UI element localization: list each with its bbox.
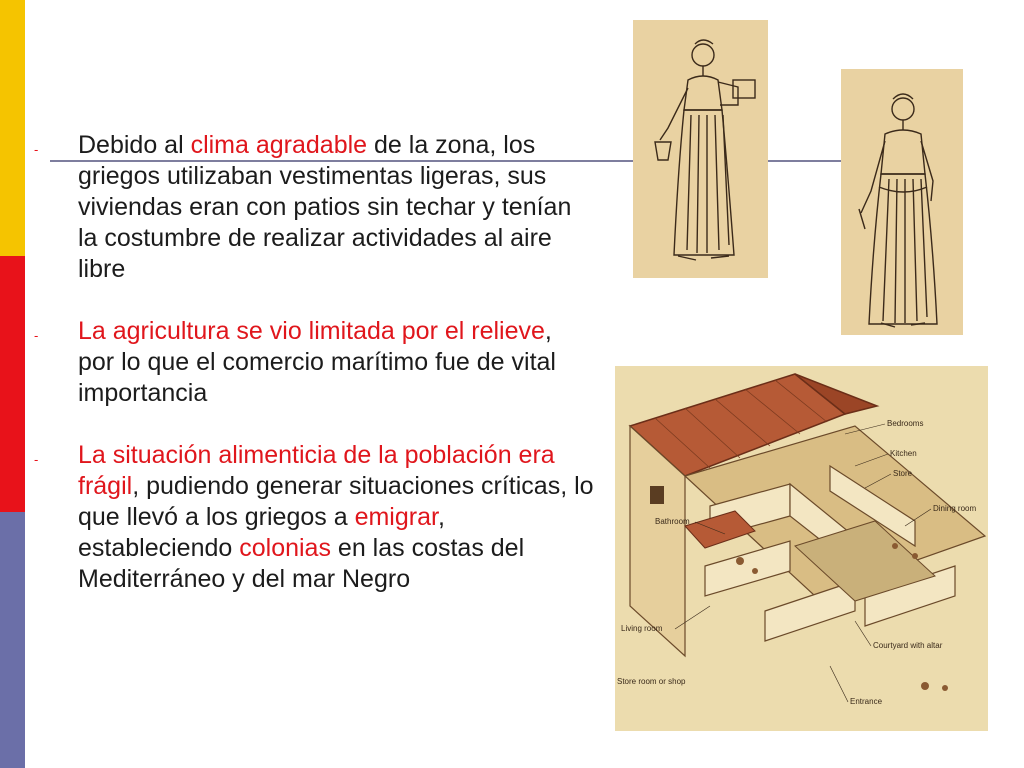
greek-house-illustration (615, 366, 988, 731)
greek-woman-drawing (841, 69, 963, 335)
greek-woman-figure-left (633, 20, 768, 278)
bullet-climate (34, 130, 594, 285)
accent-stripe-yellow (0, 0, 25, 256)
greek-woman-figure-right (841, 69, 963, 335)
label-living-room: Living room (621, 624, 663, 633)
highlight-colonias: colonias (239, 534, 331, 562)
label-dining-room: Dining room (933, 504, 977, 513)
bullet-marker: - (34, 328, 39, 343)
label-bedrooms: Bedrooms (887, 419, 924, 428)
bullet-text: , estableciendo (78, 503, 445, 562)
bullet-food (34, 440, 594, 595)
highlight-agricultura: La agricultura se vio limitada por el relieve (78, 317, 545, 345)
accent-stripe-red (0, 256, 25, 512)
label-store: Store (893, 469, 913, 478)
bullet-agriculture (34, 316, 594, 409)
label-entrance: Entrance (850, 697, 883, 706)
highlight-clima-agradable: clima agradable (190, 131, 368, 159)
bullet-list (34, 130, 594, 595)
greek-house-drawing (615, 366, 988, 731)
bullet-marker: - (34, 452, 39, 467)
label-bathroom: Bathroom (655, 517, 690, 526)
bullet-text: , por lo que el comercio marítimo fue de vital importancia (78, 317, 556, 407)
label-courtyard: Courtyard with altar (873, 641, 943, 650)
greek-woman-drawing (633, 20, 768, 278)
bullet-marker: - (34, 142, 39, 157)
label-kitchen: Kitchen (890, 449, 917, 458)
horizontal-rule-right (765, 160, 845, 162)
bullet-text: en las costas del Mediterráneo y del mar Negro (78, 534, 525, 593)
bullet-text: Debido al (78, 131, 191, 159)
highlight-emigrar: emigrar (354, 503, 438, 531)
bullet-text: , pudiendo generar situaciones críticas, lo que llevó a los griegos a (78, 472, 594, 531)
label-store-room: Store room or shop (617, 677, 686, 686)
accent-stripe-blue (0, 512, 25, 768)
bullet-text: de la zona, los griegos utilizaban vestimentas ligeras, sus viviendas eran con patios sin techar y tenían la costumbre de realizar actividades al aire libre (78, 131, 572, 283)
highlight-situacion-alimenticia: La situación alimenticia de la población era frágil (78, 441, 555, 500)
